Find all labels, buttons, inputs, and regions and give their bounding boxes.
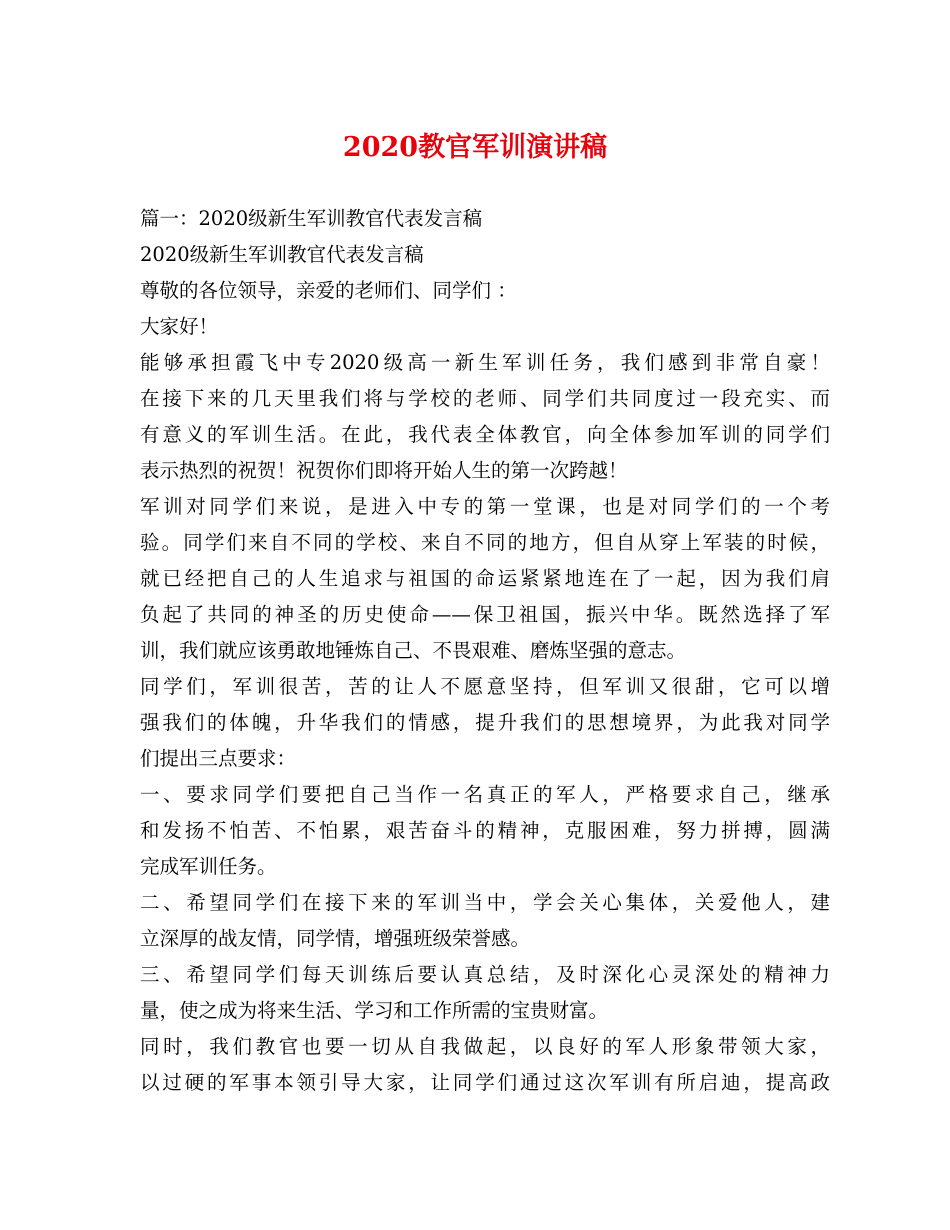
paragraph-line: 强我们的体魄，升华我们的情感，提升我们的思想境界，为此我对同学 (140, 711, 830, 734)
paragraph-line: 在接下来的几天里我们将与学校的老师、同学们共同度过一段充实、而 (140, 387, 830, 410)
paragraph-line: 训，我们就应该勇敢地锤炼自己、不畏艰难、磨炼坚强的意志。 (140, 639, 687, 662)
paragraph-line: 大家好！ (140, 315, 219, 338)
paragraph-line: 立深厚的战友情，同学情，增强班级荣誉感。 (140, 927, 531, 950)
paragraph-line: 负起了共同的神圣的历史使命——保卫祖国，振兴中华。既然选择了军 (140, 603, 830, 626)
paragraph-line: 完成军训任务。 (140, 855, 277, 878)
paragraph-line: 尊敬的各位领导，亲爱的老师们、同学们 ： (140, 279, 517, 302)
paragraph-line: 表示热烈的祝贺！祝贺你们即将开始人生的第一次跨越！ (140, 459, 628, 482)
paragraph-line: 能够承担霞飞中专2020级高一新生军训任务，我们感到非常自豪！ (140, 351, 830, 374)
paragraph-line: 军训对同学们来说，是进入中专的第一堂课，也是对同学们的一个考 (140, 495, 830, 518)
paragraph-line: 验。同学们来自不同的学校、来自不同的地方，但自从穿上军装的时候， (140, 531, 830, 554)
paragraph-line: 同时，我们教官也要一切从自我做起，以良好的军人形象带领大家， (140, 1035, 830, 1058)
paragraph-line: 就已经把自己的人生追求与祖国的命运紧紧地连在了一起，因为我们肩 (140, 567, 830, 590)
paragraph-line: 2020级新生军训教官代表发言稿 (140, 243, 424, 266)
paragraph-line: 量，使之成为将来生活、学习和工作所需的宝贵财富。 (140, 999, 609, 1022)
paragraph-line: 同学们，军训很苦，苦的让人不愿意坚持，但军训又很甜，它可以增 (140, 675, 830, 698)
paragraph-line: 有意义的军训生活。在此，我代表全体教官，向全体参加军训的同学们 (140, 423, 830, 446)
paragraph-line: 篇一：2020级新生军训教官代表发言稿 (140, 207, 483, 230)
paragraph-line: 一、要求同学们要把自己当作一名真正的军人，严格要求自己，继承 (140, 783, 830, 806)
paragraph-line: 二、希望同学们在接下来的军训当中，学会关心集体，关爱他人，建 (140, 891, 830, 914)
paragraph-line: 们提出三点要求： (140, 747, 297, 770)
paragraph-line: 以过硬的军事本领引导大家，让同学们通过这次军训有所启迪，提高政 (140, 1071, 830, 1094)
document-title: 2020教官军训演讲稿 (342, 132, 608, 163)
paragraph-line: 三、希望同学们每天训练后要认真总结，及时深化心灵深处的精神力 (140, 963, 830, 986)
paragraph-line: 和发扬不怕苦、不怕累，艰苦奋斗的精神，克服困难，努力拼搏，圆满 (140, 819, 830, 842)
